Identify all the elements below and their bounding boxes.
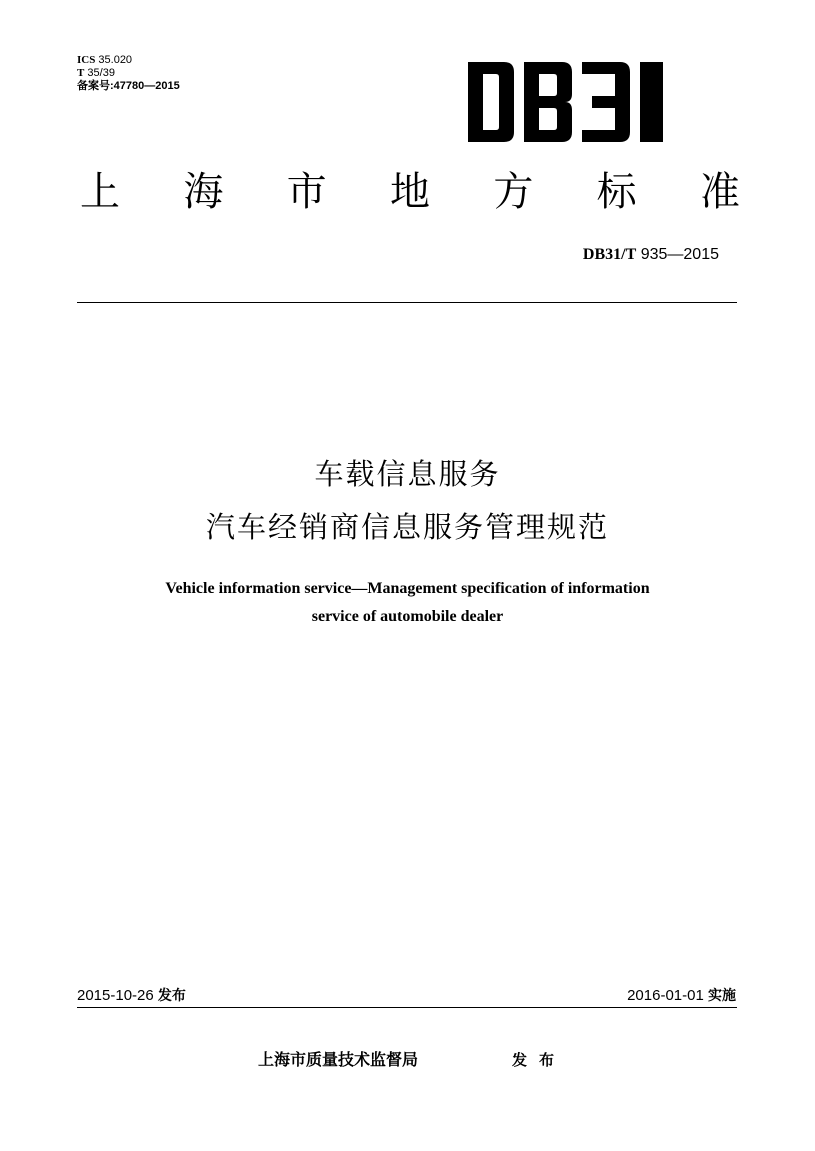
english-title-line-1: Vehicle information service—Management specification of information [165, 580, 650, 597]
category-char: 准 [699, 169, 740, 215]
t-value: 35/39 [87, 67, 115, 79]
bottom-divider [77, 1007, 737, 1008]
release-date: 2015-10-26 [77, 987, 154, 1004]
logo-letter-b [524, 62, 572, 142]
logo-digit-1 [640, 62, 663, 142]
classification-block [77, 54, 180, 93]
logo-letter-d [468, 62, 514, 142]
english-title-line-2: service of automobile dealer [311, 608, 504, 625]
issuing-authority: 上海市质量技术监督局 [258, 1050, 419, 1069]
issue-action: 发布 [512, 1051, 567, 1069]
standard-category [80, 166, 740, 218]
effective-date-block [627, 985, 736, 1005]
category-char: 市 [286, 169, 327, 215]
title-line-2: 汽车经销商信息服务管理规范 [205, 510, 609, 544]
title-line-1: 车载信息服务 [314, 457, 501, 491]
db31-logo [468, 62, 694, 142]
ics-line [77, 54, 180, 67]
category-char: 标 [596, 169, 637, 215]
record-number: 备案号:47780—2015 [77, 80, 180, 92]
logo-digit-3 [582, 62, 630, 142]
code-prefix: DB31/T [582, 246, 637, 263]
effective-date: 2016-01-01 [627, 987, 704, 1004]
effective-label: 实施 [708, 988, 736, 1004]
category-char: 地 [389, 169, 430, 215]
t-label: T [77, 67, 85, 79]
standard-code [583, 246, 719, 264]
code-number: 935—2015 [640, 246, 719, 263]
release-label: 发布 [157, 988, 186, 1004]
ics-value: 35.020 [98, 54, 133, 66]
category-char: 上 [80, 169, 120, 215]
top-divider [77, 302, 737, 303]
category-char: 方 [493, 169, 534, 215]
ics-label: ICS [77, 54, 96, 66]
release-date-block [77, 985, 186, 1005]
t-line [77, 67, 180, 80]
category-char: 海 [183, 169, 224, 215]
